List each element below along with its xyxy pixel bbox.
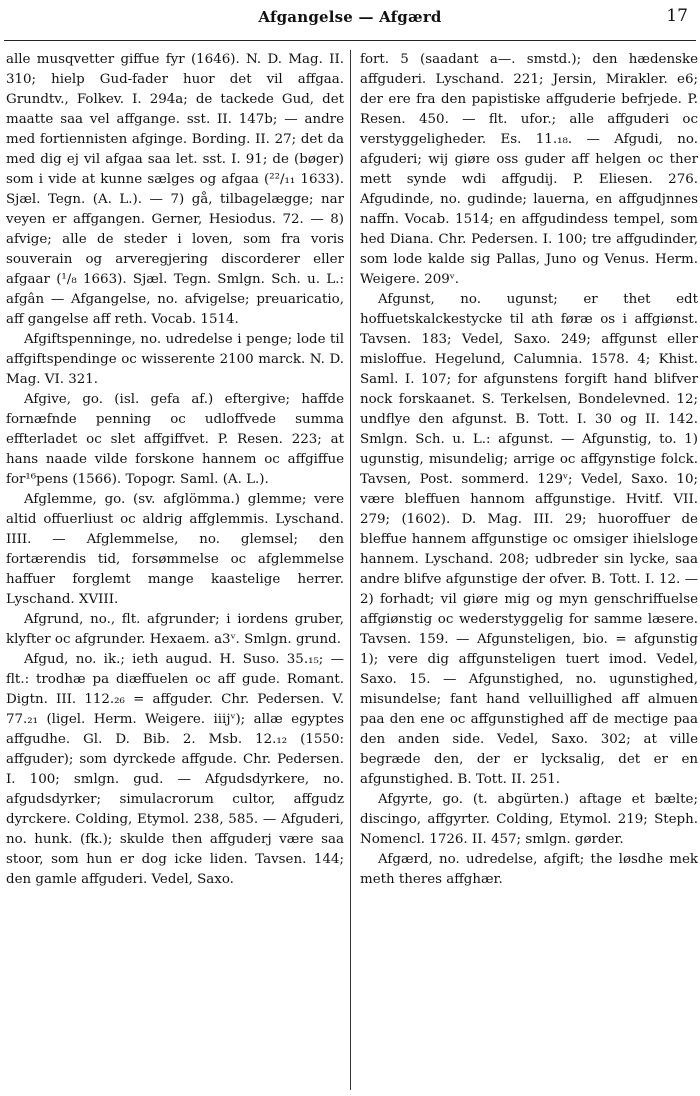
- entry-afgrund: Afgrund, no., flt. afgrunder; i iordens gruber, klyfter oc afgrunder. Hexaem. a3ᵛ. Smlgn. grund.: [6, 612, 344, 647]
- entry-afgyrte: Afgyrte, go. (t. abgürten.) aftage et bælte; discingo, affgyrter. Colding, Etymol. 219; Steph. Nomencl. 1726. II. 457; smlgn. gørder.: [360, 792, 698, 847]
- entry-paragraph: alle musqvetter giffue fyr (1646). N. D. Mag. II. 310; hielp Gud-fader huor det vil affgaa. Grundtv., Folkev. I. 294a; de tackede Gud, det maatte saa vel affgange. sst. II. 147b; — andre med fortiennisten afginge. Bording. II. 27; det da med dig ej vil afgaa saa let. sst. I. 91; de (bøger) som i vide at kunne sælges og afgaa (²²/₁₁ 1633). Sjæl. Tegn. (A. L.). — 7) gå, tilbagelægge; nar veyen er affgangen. Gerner, Hesiodus. 72. — 8) afvige; alle de steder i loven, som fra voris souverain og arveregjering discorderer eller afgaar (¹/₈ 1663). Sjæl. Tegn. Smlgn. Sch. u. L.: afgân — Afgangelse, no. afvigelse; preuaricatio, aff gangelse aff reth. Vocab. 1514.: [6, 52, 344, 327]
- entry-afgiftspenninge: Afgiftspenninge, no. udredelse i penge; lode til affgiftspendinge oc wisserente 2100 marck. N. D. Mag. VI. 321.: [6, 332, 344, 387]
- header-rule: [4, 40, 696, 41]
- entry-afgive: Afgive, go. (isl. gefa af.) eftergive; haffde fornæfnde penning oc udloffvede summa effterladet oc slet affgiffvet. P. Resen. 223; at hans naade vilde forskone hannem oc affgiffue for¹⁶pens (1566). Topogr. Saml. (A. L.).: [6, 392, 344, 487]
- running-head: Afgangelse — Afgærd: [258, 8, 442, 26]
- left-column: [6, 50, 344, 890]
- page-header: [0, 6, 700, 34]
- column-divider: [350, 50, 351, 1090]
- entry-afgunst: Afgunst, no. ugunst; er thet edt hoffuetskalckestycke til ath føræ os i affgiønst. Tavsen. 183; Vedel, Saxo. 249; affgunst eller misloffue. Hegelund, Calumnia. 1578. 4; Khist. Saml. I. 107; for afgunstens forgift hand blifver nock forskaanet. S. Terkelsen, Bondelevned. 12; undflye den afgunst. B. Tott. I. 30 og II. 142. Smlgn. Sch. u. L.: afgunst. — Afgunstig, to. 1) ugunstig, misundelig; arrige oc affgynstige folck. Tavsen, Post. sommerd. 129ᵛ; Vedel, Saxo. 10; være bleffuen hannom affgunstige. Hvitf. VII. 279; (1602). D. Mag. III. 29; huoroffuer de bleffue hannem affgunstige oc omsiger ihielsloge hannem. Lyschand. 208; udbreder sin lycke, saa andre blifve afgunstige der ofver. B. Tott. I. 12. — 2) forhadt; vil giøre mig og myn genschriffuelse affgiønstig oc wederstyggelig for samme læsere. Tavsen. 159. — Afgunsteligen, bio. = afgunstig 1); vere dig affgunsteligen tuert imod. Vedel, Saxo. 15. — Afgunstighed, no. ugunstighed, misundelse; fant hand velluillighed aff almuen paa den ene oc affgunstighed aff de mectige paa den anden side. Vedel, Saxo. 302; at ville begræde den, der er lycksalig, det er en afgunstighed. B. Tott. II. 251.: [360, 292, 698, 787]
- page-number: 17: [666, 6, 688, 26]
- right-column: [360, 50, 698, 890]
- entry-afglemme: Afglemme, go. (sv. afglömma.) glemme; vere altid offuerliust oc aldrig affglemmis. Lyschand. IIII. — Afglemmelse, no. glemsel; den fortærendis tid, forsømmelse oc afglemmelse haffuer forglemt mange kaastelige herrer. Lyschand. XVIII.: [6, 492, 344, 607]
- entry-paragraph: fort. 5 (saadant a—. smstd.); den hædenske affguderi. Lyschand. 221; Jersin, Mirakler. e6; der ere fra den papistiske affguderie befrjede. P. Resen. 450. — flt. ufor.; alle affguderi oc verstyggeligheder. Es. 11.₁₈. — Afgudi, no. afguderi; wij giøre oss guder aff helgen oc ther mett synde wdi affgudij. P. Eliesen. 276. Afgudinde, no. gudinde; lauerna, en affgudjnnes naffn. Vocab. 1514; en affgudindess tempel, som hed Diana. Chr. Pedersen. I. 100; tre affgudinder, som lode kalde sig Pallas, Juno og Venus. Herm. Weigere. 209ᵛ.: [360, 52, 698, 287]
- entry-afgaerd: Afgærd, no. udredelse, afgift; the løsdhe mek meth theres affghær.: [360, 852, 698, 887]
- entry-afgud: Afgud, no. ik.; ieth augud. H. Suso. 35.₁₅; — flt.: trodhæ pa diæffuelen oc aff gude. Romant. Digtn. III. 112.₂₆ = affguder. Chr. Pedersen. V. 77.₂₁ (ligel. Herm. Weigere. iiijᵛ); allæ egyptes affgudhe. Gl. D. Bib. 2. Msb. 12.₁₂ (1550: affguder); som dyrckede affgude. Chr. Pedersen. I. 100; smlgn. gud. — Afgudsdyrkere, no. afgudsdyrker; simulacrorum cultor, affgudz dyrckere. Colding, Etymol. 238, 585. — Afguderi, no. hunk. (fk.); skulde then affguderj være saa stoor, som hun er dog icke liden. Tavsen. 144; den gamle affguderi. Vedel, Saxo.: [6, 652, 344, 887]
